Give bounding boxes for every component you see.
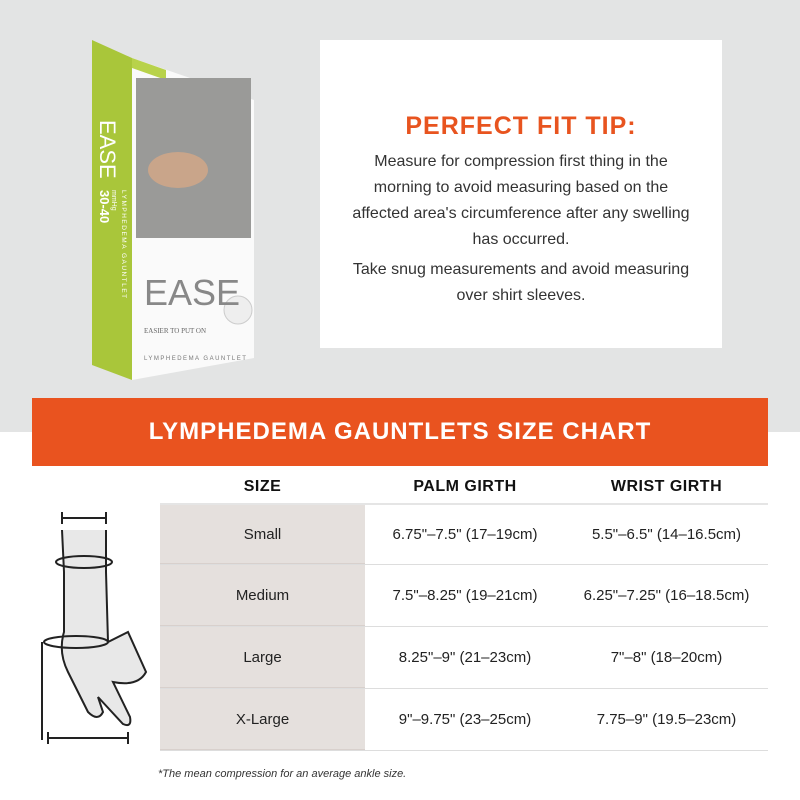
- hand-measurement-illustration: [28, 512, 158, 752]
- package-product: LYMPHEDEMA GAUNTLET: [144, 356, 248, 362]
- table-row: [160, 689, 768, 751]
- size-cell: X-Large: [160, 689, 365, 750]
- table-row: [160, 627, 768, 689]
- product-package-image: [88, 40, 268, 390]
- package-side-brand: EASE: [95, 120, 120, 179]
- size-chart-table: [160, 470, 768, 751]
- fit-tip-paragraph-1: Measure for compression first thing in the morning to avoid measuring based on the affected area's circumference after any swelling has occurred.: [352, 153, 690, 248]
- palm-cell: 9"–9.75" (23–25cm): [398, 711, 532, 728]
- fit-tip-card: [320, 40, 722, 348]
- palm-cell: 8.25"–9" (21–23cm): [398, 649, 532, 666]
- fit-tip-title: PERFECT FIT TIP:: [405, 112, 637, 140]
- size-cell: Large: [160, 627, 365, 688]
- package-brand: EASE: [144, 272, 241, 313]
- fit-tip-paragraph-2: Take snug measurements and avoid measuring over shirt sleeves.: [352, 261, 690, 304]
- size-cell: Medium: [160, 565, 365, 626]
- wrist-cell: 7"–8" (18–20cm): [610, 649, 723, 666]
- palm-cell: 7.5"–8.25" (19–21cm): [392, 587, 538, 604]
- package-unit: mmHg: [110, 190, 117, 211]
- table-row: [160, 565, 768, 627]
- header-palm-girth: PALM GIRTH: [413, 477, 517, 495]
- wrist-cell: 5.5"–6.5" (14–16.5cm): [591, 526, 742, 543]
- wrist-cell: 6.25"–7.25" (16–18.5cm): [583, 587, 750, 604]
- package-tagline: EASIER TO PUT ON: [144, 327, 207, 335]
- size-cell: Small: [160, 505, 365, 564]
- header-size: SIZE: [243, 477, 282, 495]
- footnote: *The mean compression for an average ankle size.: [158, 768, 407, 780]
- table-row: [160, 503, 768, 565]
- size-chart-banner: LYMPHEDEMA GAUNTLETS SIZE CHART: [32, 398, 768, 466]
- palm-cell: 6.75"–7.5" (17–19cm): [392, 526, 538, 543]
- table-header-row: [160, 470, 768, 503]
- package-side-product: LYMPHEDEMA GAUNTLET: [120, 190, 127, 300]
- header-wrist-girth: WRIST GIRTH: [610, 477, 723, 495]
- wrist-cell: 7.75–9" (19.5–23cm): [596, 711, 737, 728]
- package-compression: 30-40: [97, 190, 112, 224]
